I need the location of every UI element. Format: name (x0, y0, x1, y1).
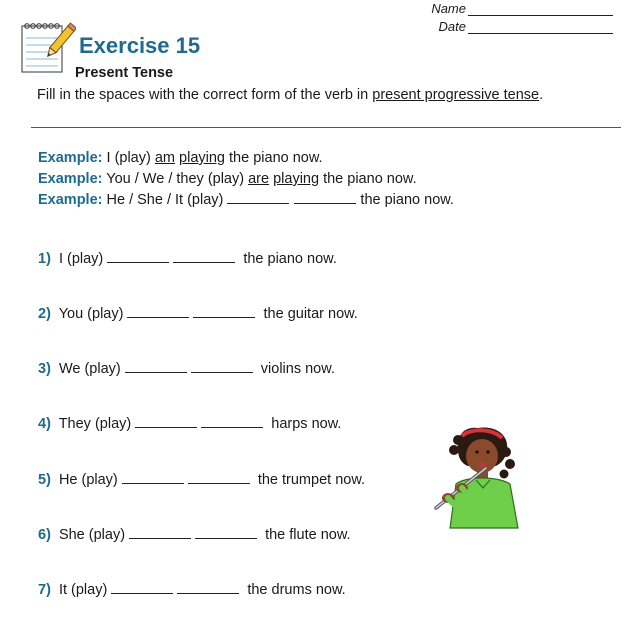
question-6 (38, 525, 351, 543)
notepad-pencil-icon (18, 18, 76, 76)
question-number: 6) (38, 527, 51, 543)
question-subject: You (play) (58, 306, 124, 322)
example-rest: the piano now. (356, 192, 454, 208)
instructions-text: Fill in the spaces with the correct form of the verb in (37, 87, 373, 103)
date-field[interactable] (468, 21, 613, 34)
answer-blank[interactable] (129, 525, 191, 539)
page-title: Exercise 15 (79, 33, 201, 58)
example-subject: He / She / It (play) (102, 192, 228, 208)
example-answer: are (248, 171, 270, 187)
answer-blank[interactable] (195, 525, 257, 539)
example-label: Example: (38, 192, 103, 208)
question-number: 3) (38, 361, 51, 377)
question-subject: I (play) (58, 251, 104, 267)
answer-blank[interactable] (173, 249, 235, 263)
question-2 (38, 304, 358, 322)
question-number: 1) (38, 251, 51, 267)
section-divider (31, 127, 621, 128)
question-5 (38, 470, 365, 488)
flute-player-illustration (428, 424, 530, 532)
question-rest: the guitar now. (263, 306, 358, 322)
example-blank[interactable] (294, 190, 356, 204)
example-answer: am (154, 150, 176, 166)
example-rest: the piano now. (225, 150, 323, 166)
answer-blank[interactable] (188, 470, 250, 484)
example-answer: playing (273, 171, 320, 187)
example-subject: I (play) (102, 150, 155, 166)
question-rest: harps now. (271, 416, 342, 432)
example-subject: You / We / they (play) (102, 171, 249, 187)
example-label: Example: (38, 150, 103, 166)
example-rest: the piano now. (319, 171, 417, 187)
question-number: 4) (38, 416, 51, 432)
example-3 (38, 190, 454, 211)
answer-blank[interactable] (111, 580, 173, 594)
answer-blank[interactable] (127, 304, 189, 318)
question-number: 7) (38, 582, 51, 598)
answer-blank[interactable] (193, 304, 255, 318)
question-7 (38, 580, 346, 598)
example-2 (38, 169, 454, 190)
question-rest: the flute now. (265, 527, 351, 543)
answer-blank[interactable] (122, 470, 184, 484)
question-number: 5) (38, 472, 51, 488)
examples-block (38, 148, 454, 211)
name-label: Name (431, 1, 466, 16)
name-date-block (431, 0, 613, 34)
question-rest: the drums now. (247, 582, 346, 598)
page-subtitle: Present Tense (75, 65, 174, 81)
question-subject: She (play) (58, 527, 126, 543)
instructions-emphasis: present progressive tense (372, 87, 540, 103)
example-label: Example: (38, 171, 103, 187)
instructions-end: . (539, 87, 544, 103)
instructions (37, 87, 543, 103)
answer-blank[interactable] (201, 414, 263, 428)
name-row (431, 0, 613, 16)
example-answer: playing (179, 150, 225, 166)
answer-blank[interactable] (125, 359, 187, 373)
question-1 (38, 249, 337, 267)
answer-blank[interactable] (191, 359, 253, 373)
question-subject: He (play) (58, 472, 118, 488)
example-blank[interactable] (227, 190, 289, 204)
question-subject: It (play) (58, 582, 108, 598)
question-4 (38, 414, 341, 432)
question-subject: They (play) (58, 416, 132, 432)
question-subject: We (play) (58, 361, 121, 377)
date-label: Date (438, 19, 466, 34)
question-3 (38, 359, 335, 377)
answer-blank[interactable] (135, 414, 197, 428)
answer-blank[interactable] (177, 580, 239, 594)
name-field[interactable] (468, 3, 613, 16)
example-1 (38, 148, 454, 169)
question-rest: the trumpet now. (257, 472, 366, 488)
question-number: 2) (38, 306, 51, 322)
question-rest: violins now. (260, 361, 335, 377)
date-row (431, 16, 613, 34)
answer-blank[interactable] (107, 249, 169, 263)
question-rest: the piano now. (243, 251, 337, 267)
